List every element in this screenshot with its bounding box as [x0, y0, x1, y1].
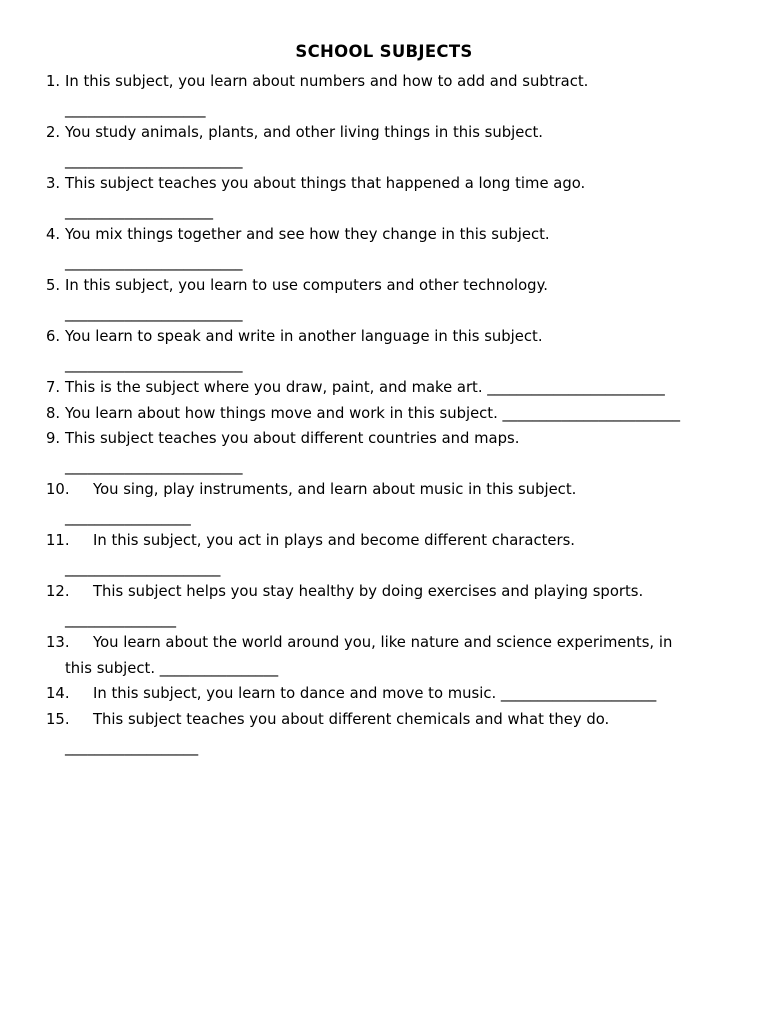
question-text: In this subject, you learn to use computers and other technology.	[65, 277, 548, 294]
question-text: This subject teaches you about different countries and maps.	[65, 430, 520, 447]
answer-blank[interactable]: _____________________	[65, 560, 221, 577]
question-text: This subject teaches you about different chemicals and what they do.	[93, 711, 610, 728]
answer-blank[interactable]: __________________	[65, 739, 199, 756]
question-number: 14.	[46, 685, 70, 702]
question-text: In this subject, you act in plays and become different characters.	[93, 532, 575, 549]
question-text: In this subject, you learn to dance and move to music. _____________________	[93, 685, 657, 702]
answer-blank[interactable]: ________________________	[65, 356, 243, 373]
question-number: 10.	[46, 481, 70, 498]
question-text: In this subject, you learn about numbers and how to add and subtract.	[65, 73, 589, 90]
question-number: 9.	[46, 430, 61, 447]
answer-blank[interactable]: ________________________	[65, 458, 243, 475]
question-number: 4.	[46, 226, 61, 243]
answer-blank[interactable]: _______________	[65, 611, 176, 628]
page-title: SCHOOL SUBJECTS	[295, 42, 473, 61]
question-text: This subject helps you stay healthy by doing exercises and playing sports.	[93, 583, 644, 600]
answer-blank[interactable]: ________________________	[65, 254, 243, 271]
question-number: 6.	[46, 328, 61, 345]
question-number: 1.	[46, 73, 61, 90]
question-text: You learn about the world around you, like nature and science experiments, in	[93, 634, 673, 651]
question-number: 3.	[46, 175, 61, 192]
answer-blank[interactable]: _________________	[65, 509, 191, 526]
question-number: 12.	[46, 583, 70, 600]
question-text: You sing, play instruments, and learn about music in this subject.	[93, 481, 577, 498]
question-text: This subject teaches you about things that happened a long time ago.	[65, 175, 586, 192]
question-number: 8.	[46, 405, 61, 422]
answer-blank[interactable]: ___________________	[65, 101, 206, 118]
question-text: You study animals, plants, and other living things in this subject.	[65, 124, 544, 141]
question-text: You mix things together and see how they change in this subject.	[65, 226, 550, 243]
question-text-continued: this subject. ________________	[65, 660, 279, 677]
question-text: You learn to speak and write in another language in this subject.	[65, 328, 543, 345]
question-text: You learn about how things move and work in this subject. ________________________	[65, 405, 681, 422]
answer-blank[interactable]: ________________________	[65, 152, 243, 169]
answer-blank[interactable]: ____________________	[65, 203, 213, 220]
question-number: 2.	[46, 124, 61, 141]
question-number: 5.	[46, 277, 61, 294]
question-number: 15.	[46, 711, 70, 728]
question-text: This is the subject where you draw, paint, and make art. ________________________	[65, 379, 665, 396]
question-number: 11.	[46, 532, 70, 549]
question-number: 7.	[46, 379, 61, 396]
question-number: 13.	[46, 634, 70, 651]
answer-blank[interactable]: ________________________	[65, 305, 243, 322]
